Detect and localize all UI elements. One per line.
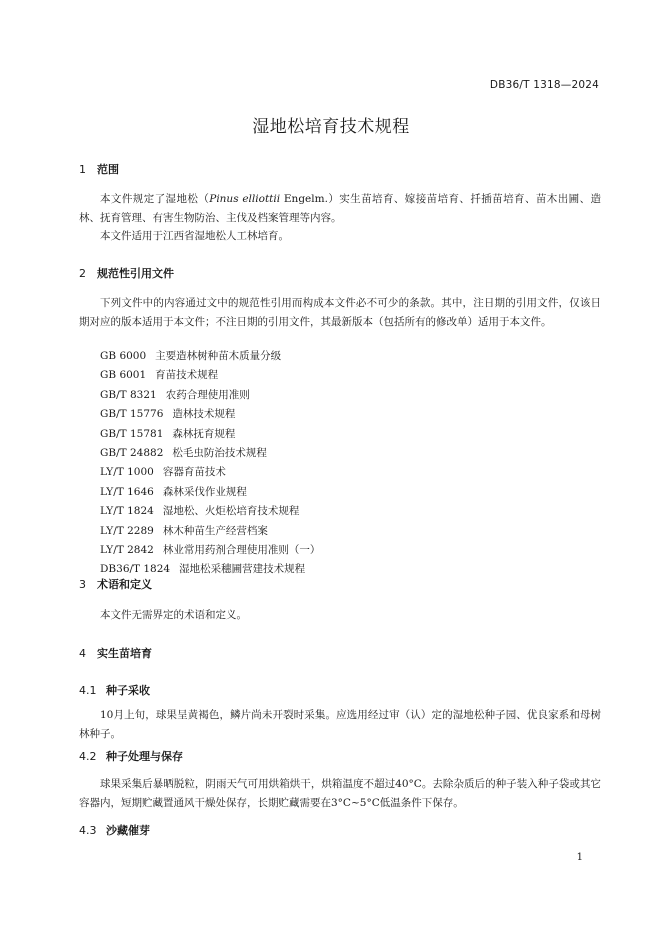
reference-code: GB/T 15781 [100, 427, 164, 440]
subsection-4-1-heading [79, 682, 150, 698]
subsection-title: 种子处理与保存 [106, 750, 183, 763]
reference-name: 湿地松采穗圃营建技术规程 [179, 563, 306, 576]
section-1-heading [79, 161, 119, 177]
section-3-paragraph-1: 本文件无需界定的术语和定义。 [100, 609, 247, 621]
subsection-4-1-paragraph: 10月上旬，球果呈黄褐色，鳞片尚未开裂时采集。应选用经过审（认）定的湿地松种子园、优良家系和母树林种子。 [79, 709, 601, 740]
reference-name: 森林采伐作业规程 [162, 485, 247, 498]
section-1-paragraph-2: 本文件适用于江西省湿地松人工林培育。 [100, 230, 289, 242]
document-title: 湿地松培育技术规程 [252, 117, 410, 137]
section-number: 1 [79, 163, 86, 176]
reference-name: 林木种苗生产经营档案 [162, 524, 268, 537]
reference-item [100, 425, 320, 444]
subsection-title: 沙藏催芽 [106, 824, 150, 837]
reference-item [100, 483, 320, 502]
reference-item [100, 502, 320, 521]
reference-name: 林业常用药剂合理使用准则（一） [162, 544, 321, 557]
page-number: 1 [576, 852, 583, 863]
document-code: DB36/T 1318—2024 [489, 79, 599, 91]
reference-code: LY/T 1000 [100, 466, 154, 479]
reference-name: 育苗技术规程 [155, 369, 219, 382]
reference-code: GB/T 24882 [100, 447, 164, 460]
latin-name: Pinus elliottii [209, 193, 281, 205]
section-title: 规范性引用文件 [97, 267, 174, 280]
reference-item [100, 405, 320, 424]
normative-reference-list [100, 347, 320, 580]
section-4-heading [79, 645, 152, 661]
section-title: 范围 [97, 163, 119, 176]
section-2-heading [79, 265, 174, 281]
reference-name: 农药合理使用准则 [165, 388, 250, 401]
subsection-number: 4.2 [79, 750, 97, 763]
section-title: 实生苗培育 [97, 647, 152, 660]
subsection-4-3-heading [79, 822, 150, 838]
reference-name: 容器育苗技术 [162, 466, 226, 479]
subsection-number: 4.1 [79, 684, 97, 697]
reference-code: GB/T 8321 [100, 388, 157, 401]
reference-code: LY/T 1824 [100, 505, 154, 518]
section-number: 3 [79, 578, 86, 591]
reference-item [100, 522, 320, 541]
reference-name: 湿地松、火炬松培育技术规程 [162, 505, 300, 518]
reference-code: GB 6000 [100, 350, 147, 362]
section-3-heading [79, 576, 152, 592]
reference-item [100, 444, 320, 463]
reference-item [100, 386, 320, 405]
section-1-paragraph-1 [79, 190, 601, 228]
reference-item [100, 366, 320, 385]
reference-code: GB/T 15776 [100, 408, 164, 421]
subsection-4-2-paragraph: 球果采集后暴晒脱粒，阴雨天气可用烘箱烘干，烘箱温度不超过40°C。去除杂质后的种子装入种子袋或其它容器内，短期贮藏置通风干燥处保存，长期贮藏需要在3°C~5°C低温条件下保存。 [79, 778, 601, 809]
reference-code: LY/T 2842 [100, 544, 154, 557]
subsection-4-2-heading [79, 748, 183, 764]
section-number: 2 [79, 267, 86, 280]
reference-item [100, 463, 320, 482]
section-title: 术语和定义 [97, 578, 152, 591]
reference-name: 造林技术规程 [172, 408, 236, 421]
reference-name: 松毛虫防治技术规程 [172, 447, 267, 460]
reference-name: 主要造林树种苗木质量分级 [155, 350, 282, 362]
reference-name: 森林抚育规程 [172, 427, 236, 440]
reference-code: DB36/T 1824 [100, 563, 171, 576]
reference-code: LY/T 1646 [100, 485, 154, 498]
subsection-number: 4.3 [79, 824, 97, 837]
reference-item [100, 347, 320, 366]
reference-item [100, 541, 320, 560]
reference-code: GB 6001 [100, 369, 147, 382]
text-run: 本文件规定了湿地松（ [100, 193, 210, 205]
subsection-title: 种子采收 [106, 684, 150, 697]
section-2-paragraph-1: 下列文件中的内容通过文中的规范性引用而构成本文件必不可少的条款。其中，注日期的引用文件，仅该日期对应的版本适用于本文件；不注日期的引用文件，其最新版本（包括所有的修改单）适用于本文件。 [79, 297, 601, 328]
reference-code: LY/T 2289 [100, 524, 154, 537]
section-number: 4 [79, 647, 86, 660]
text-run: Engelm.）实生苗培育、嫁接苗培育、扦插苗培育、苗木出圃、造林、抚育管理、有害生物防治、主伐及档案管理等内容。 [79, 193, 602, 224]
